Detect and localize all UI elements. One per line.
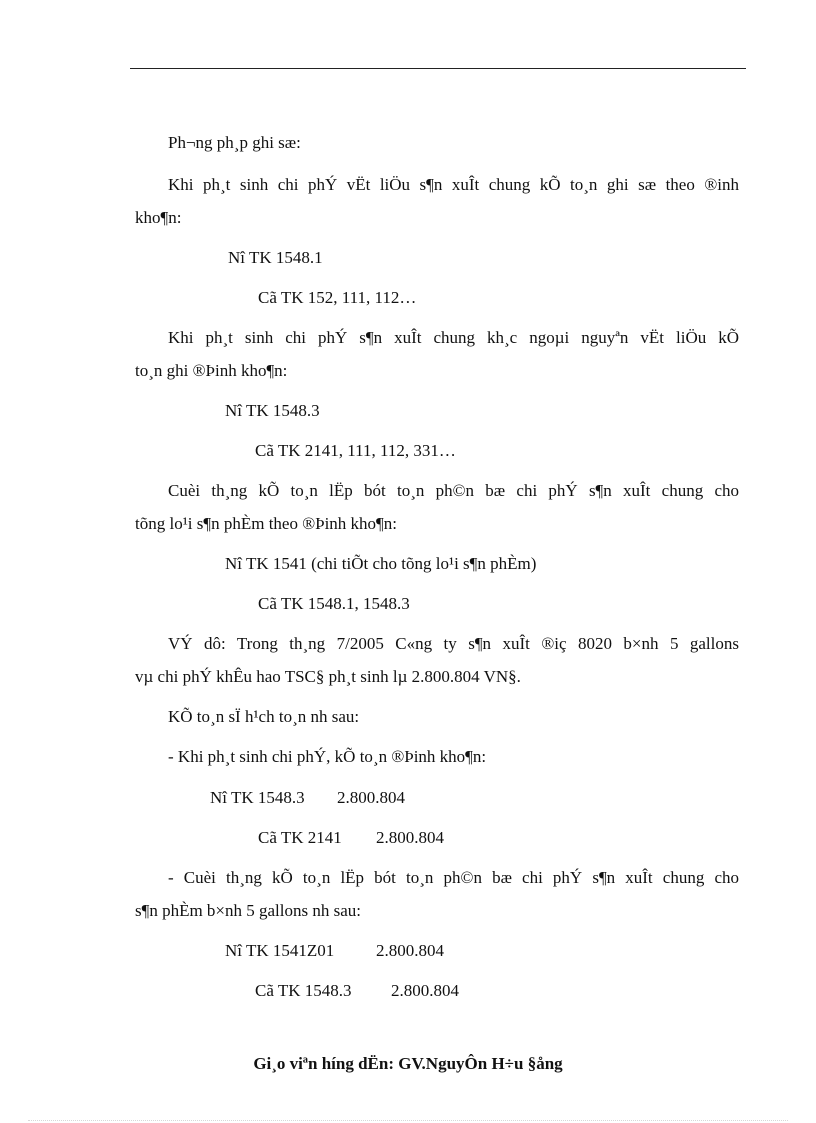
example-line-1: VÝ dô: Trong th¸ng 7/2005 C«ng ty s¶n xuÎt ®iç 8020 b×nh 5 gallons [168, 634, 739, 653]
entry-amount: 2.800.804 [376, 828, 444, 847]
entry-credit: Cã TK 2141, 111, 112, 331… [255, 441, 456, 460]
paragraph-3-line-2: tõng lo¹i s¶n phÈm theo ®Þinh kho¶n: [135, 514, 397, 533]
accounting-intro: KÕ to¸n sÏ h¹ch to¸n nh sau: [168, 707, 360, 726]
entry-debit: Nî TK 1541 (chi tiÕt cho tõng lo¹i s¶n phÈm) [225, 554, 537, 573]
header-rule [130, 68, 746, 69]
paragraph-2-line-2: to¸n ghi ®Þinh kho¶n: [135, 361, 288, 380]
bullet-2-line-1: - Cuèi th¸ng kÕ to¸n lËp bót to¸n ph©n bæ chi phÝ s¶n xuÎt chung cho [168, 868, 739, 887]
entry-amount: 2.800.804 [337, 788, 405, 807]
instructor-footer: Gi¸o viªn híng dËn: GV.NguyÔn H÷u §ång [253, 1054, 563, 1073]
entry-credit: Cã TK 1548.1, 1548.3 [258, 594, 410, 613]
entry-debit: Nî TK 1548.3 [210, 788, 305, 807]
entry-credit: Cã TK 1548.3 [255, 981, 352, 1000]
paragraph-1-line-2: kho¶n: [135, 208, 182, 227]
bullet-1: - Khi ph¸t sinh chi phÝ, kÕ to¸n ®Þinh kho¶n: [168, 747, 487, 766]
entry-debit: Nî TK 1541Z01 [225, 941, 335, 960]
bottom-dotted-rule [28, 1120, 788, 1121]
example-line-2: vµ chi phÝ khÊu hao TSC§ ph¸t sinh lµ 2.800.804 VN§. [135, 667, 521, 686]
entry-amount: 2.800.804 [391, 981, 459, 1000]
method-heading: Ph¬ng ph¸p ghi sæ: [168, 133, 301, 152]
bullet-2-line-2: s¶n phÈm b×nh 5 gallons nh sau: [135, 901, 362, 920]
entry-debit: Nî TK 1548.1 [228, 248, 323, 267]
entry-credit: Cã TK 2141 [258, 828, 342, 847]
paragraph-2-line-1: Khi ph¸t sinh chi phÝ s¶n xuÎt chung kh¸c ngoµi nguyªn vËt liÖu kÕ [168, 328, 739, 347]
entry-credit: Cã TK 152, 111, 112… [258, 288, 417, 307]
paragraph-3-line-1: Cuèi th¸ng kÕ to¸n lËp bót to¸n ph©n bæ chi phÝ s¶n xuÎt chung cho [168, 481, 739, 500]
entry-amount: 2.800.804 [376, 941, 444, 960]
entry-debit: Nî TK 1548.3 [225, 401, 320, 420]
paragraph-1-line-1: Khi ph¸t sinh chi phÝ vËt liÖu s¶n xuÎt chung kÕ to¸n ghi sæ theo ®inh [168, 175, 739, 194]
